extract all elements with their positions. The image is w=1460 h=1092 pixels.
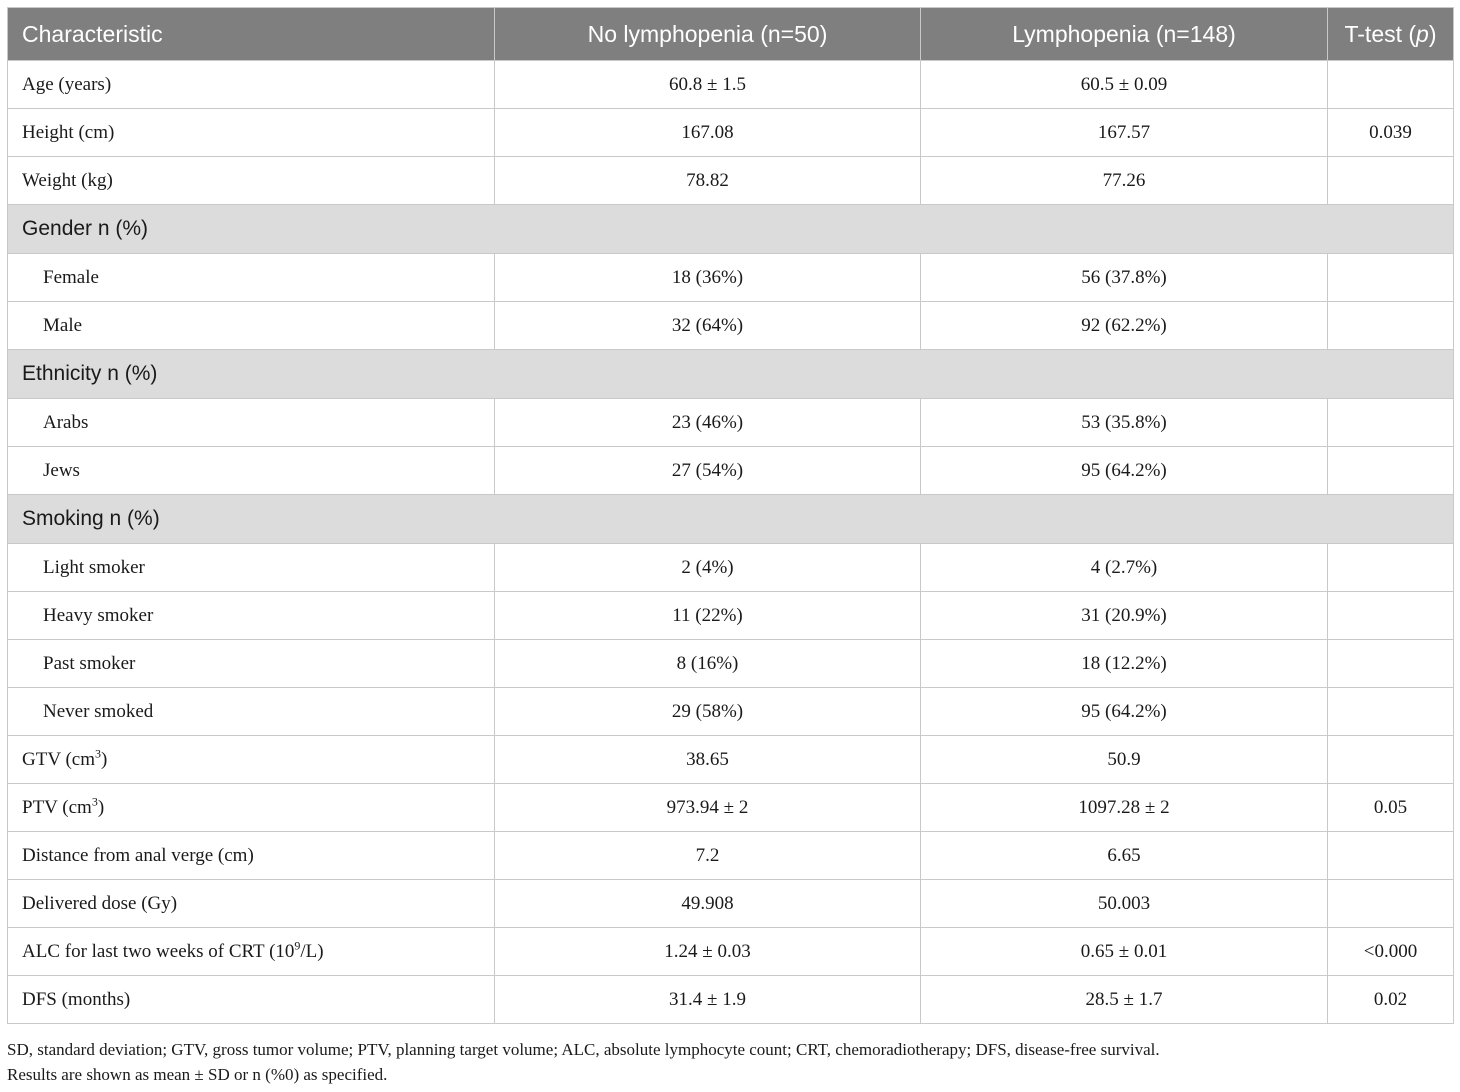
cell-lymphopenia: 18 (12.2%) [921,640,1328,688]
cell-lymphopenia: 28.5 ± 1.7 [921,976,1328,1024]
row-label: Never smoked [8,688,495,736]
row-label: DFS (months) [8,976,495,1024]
row-label: Arabs [8,399,495,447]
header-lymphopenia: Lymphopenia (n=148) [921,8,1328,61]
table-row-weight [8,157,1454,205]
characteristics-table-container [7,7,1453,1024]
cell-ttest: 0.05 [1328,784,1454,832]
table-row-dfs [8,976,1454,1024]
row-label-suffix: ) [101,748,108,770]
cell-no-lymphopenia: 167.08 [495,109,921,157]
cell-lymphopenia: 6.65 [921,832,1328,880]
row-label-text: ALC for last two weeks of CRT (10 [22,940,295,962]
cell-no-lymphopenia: 29 (58%) [495,688,921,736]
table-row-height [8,109,1454,157]
cell-ttest [1328,302,1454,350]
cell-lymphopenia: 56 (37.8%) [921,254,1328,302]
cell-ttest [1328,399,1454,447]
cell-lymphopenia: 167.57 [921,109,1328,157]
row-label: Jews [8,447,495,495]
cell-lymphopenia: 4 (2.7%) [921,544,1328,592]
cell-lymphopenia: 95 (64.2%) [921,688,1328,736]
table-row-female [8,254,1454,302]
cell-no-lymphopenia: 38.65 [495,736,921,784]
section-row-smoking [8,495,1454,544]
row-label-suffix: ) [97,796,105,818]
table-row-alc [8,928,1454,976]
table-header-row [8,8,1454,61]
section-label: Ethnicity n (%) [8,350,1454,399]
table-row-distance [8,832,1454,880]
header-ttest [1328,8,1454,61]
cell-lymphopenia: 95 (64.2%) [921,447,1328,495]
section-row-gender [8,205,1454,254]
cell-ttest: <0.000 [1328,928,1454,976]
table-row-light-smoker [8,544,1454,592]
section-label: Gender n (%) [8,205,1454,254]
cell-lymphopenia: 1097.28 ± 2 [921,784,1328,832]
row-label: Age (years) [8,61,495,109]
cell-ttest: 0.039 [1328,109,1454,157]
cell-ttest [1328,544,1454,592]
section-label: Smoking n (%) [8,495,1454,544]
table-row-male [8,302,1454,350]
cell-ttest [1328,880,1454,928]
table-row-never-smoked [8,688,1454,736]
table-row-heavy-smoker [8,592,1454,640]
row-label: Height (cm) [8,109,495,157]
table-row-past-smoker [8,640,1454,688]
row-label-text: GTV (cm [22,748,95,770]
cell-ttest [1328,61,1454,109]
cell-lymphopenia: 31 (20.9%) [921,592,1328,640]
row-label-text: PTV (cm [22,796,92,818]
footnote-results: Results are shown as mean ± SD or n (%0) as specified. [7,1065,388,1084]
header-ttest-suffix: ) [1428,20,1437,47]
row-label: Weight (kg) [8,157,495,205]
cell-no-lymphopenia: 11 (22%) [495,592,921,640]
table-row-jews [8,447,1454,495]
cell-no-lymphopenia: 32 (64%) [495,302,921,350]
cell-lymphopenia: 50.003 [921,880,1328,928]
row-label-superscript: 3 [95,746,101,761]
cell-ttest [1328,640,1454,688]
cell-lymphopenia: 0.65 ± 0.01 [921,928,1328,976]
characteristics-table [7,7,1454,1024]
row-label: Distance from anal verge (cm) [8,832,495,880]
row-label-suffix: /L) [300,940,324,962]
cell-no-lymphopenia: 27 (54%) [495,447,921,495]
table-row-age [8,61,1454,109]
cell-ttest [1328,157,1454,205]
cell-no-lymphopenia: 78.82 [495,157,921,205]
table-row-ptv [8,784,1454,832]
table-row-gtv [8,736,1454,784]
table-row-dose [8,880,1454,928]
header-no-lymphopenia: No lymphopenia (n=50) [495,8,921,61]
cell-lymphopenia: 50.9 [921,736,1328,784]
cell-lymphopenia: 60.5 ± 0.09 [921,61,1328,109]
cell-ttest [1328,447,1454,495]
header-ttest-p: p [1416,20,1429,47]
cell-no-lymphopenia: 973.94 ± 2 [495,784,921,832]
cell-no-lymphopenia: 1.24 ± 0.03 [495,928,921,976]
header-characteristic: Characteristic [8,8,495,61]
cell-no-lymphopenia: 60.8 ± 1.5 [495,61,921,109]
row-label [8,736,495,784]
cell-lymphopenia: 77.26 [921,157,1328,205]
row-label: Male [8,302,495,350]
cell-no-lymphopenia: 8 (16%) [495,640,921,688]
cell-lymphopenia: 53 (35.8%) [921,399,1328,447]
cell-ttest [1328,592,1454,640]
row-label: Delivered dose (Gy) [8,880,495,928]
cell-no-lymphopenia: 49.908 [495,880,921,928]
table-row-arabs [8,399,1454,447]
row-label [8,928,495,976]
cell-lymphopenia: 92 (62.2%) [921,302,1328,350]
row-label: Past smoker [8,640,495,688]
row-label-superscript: 3 [91,794,98,809]
cell-ttest [1328,832,1454,880]
row-label: Heavy smoker [8,592,495,640]
row-label-superscript: 9 [294,938,301,953]
cell-no-lymphopenia: 18 (36%) [495,254,921,302]
header-ttest-prefix: T-test ( [1344,20,1417,47]
cell-no-lymphopenia: 31.4 ± 1.9 [495,976,921,1024]
section-row-ethnicity [8,350,1454,399]
cell-no-lymphopenia: 23 (46%) [495,399,921,447]
cell-ttest: 0.02 [1328,976,1454,1024]
cell-no-lymphopenia: 2 (4%) [495,544,921,592]
cell-no-lymphopenia: 7.2 [495,832,921,880]
footnote-abbreviations: SD, standard deviation; GTV, gross tumor volume; PTV, planning target volume; ALC, absolute lymphocyte count; CRT, chemoradiotherapy; DFS, disease-free survival. [7,1040,1160,1059]
row-label: Light smoker [8,544,495,592]
cell-ttest [1328,254,1454,302]
row-label [8,784,495,832]
table-footnotes [7,1037,1160,1087]
row-label: Female [8,254,495,302]
cell-ttest [1328,688,1454,736]
cell-ttest [1328,736,1454,784]
